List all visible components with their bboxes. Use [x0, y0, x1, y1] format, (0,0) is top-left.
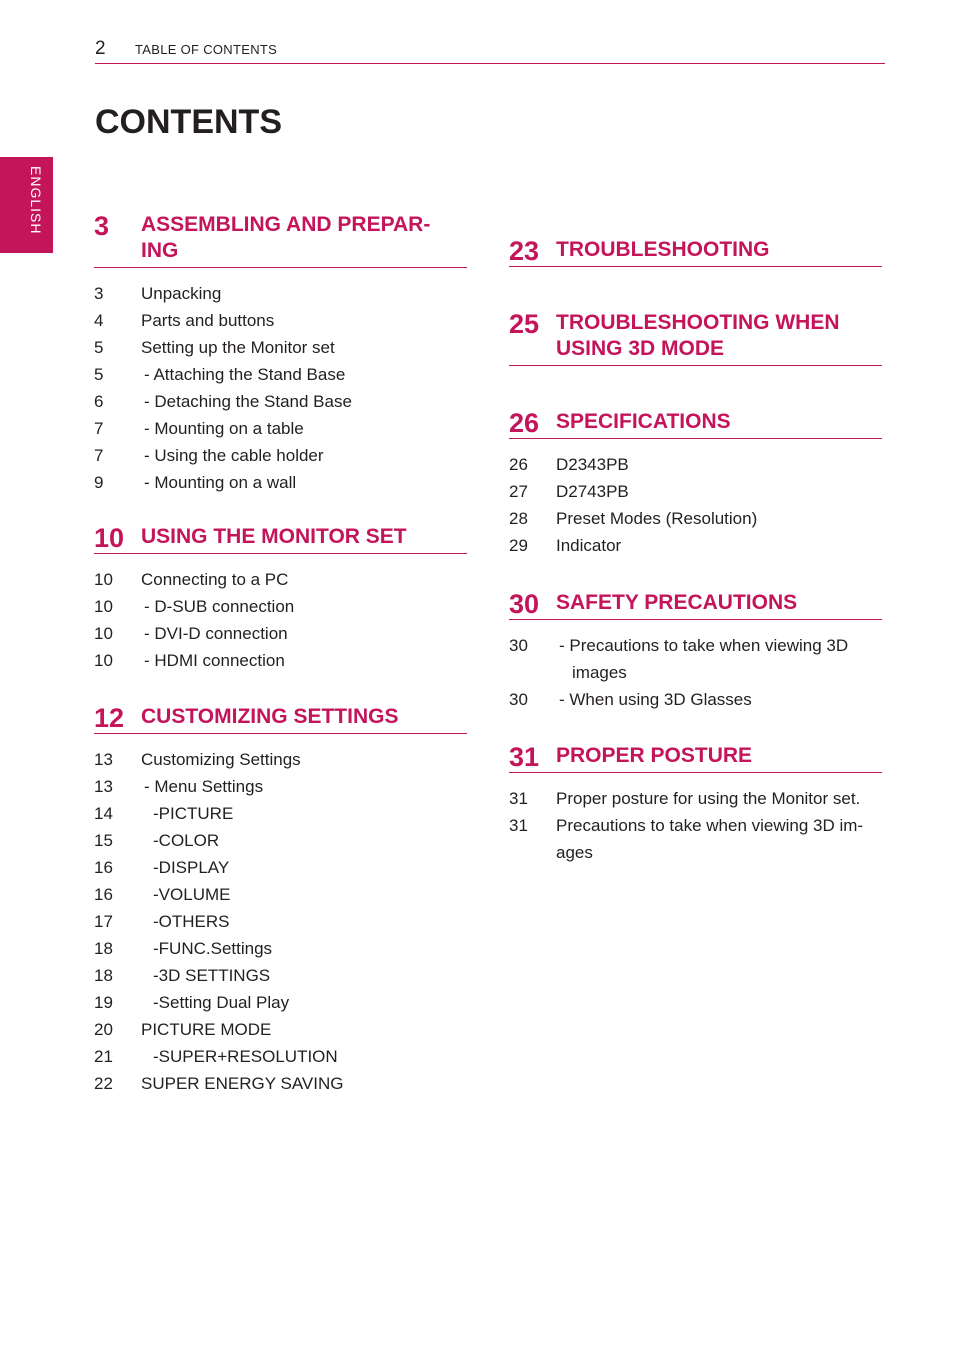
toc-entry[interactable] [509, 451, 882, 478]
section-page-number: 26 [509, 408, 540, 438]
section-heading[interactable] [94, 211, 467, 268]
section-page-number: 10 [94, 523, 125, 553]
entry-label: SUPER ENERGY SAVING [141, 1074, 344, 1093]
toc-entry[interactable] [509, 532, 882, 559]
entry-page-number: 10 [94, 651, 113, 670]
toc-section [509, 236, 882, 267]
section-page-number: 25 [509, 309, 540, 339]
entry-label: Preset Modes (Resolution) [556, 509, 758, 528]
toc-entry[interactable] [94, 593, 467, 620]
entry-label: - Setting Dual Play [153, 989, 467, 1016]
section-page-number: 12 [94, 703, 125, 733]
entry-page-number: 31 [509, 816, 528, 835]
toc-entry[interactable] [94, 746, 467, 773]
entry-label: Customizing Settings [141, 750, 301, 769]
entry-label: - Attaching the Stand Base [144, 361, 467, 388]
entry-list [94, 746, 467, 1097]
toc-section [509, 408, 882, 559]
entry-label: - VOLUME [153, 881, 467, 908]
toc-entry[interactable] [94, 334, 467, 361]
entry-page-number: 30 [509, 636, 528, 655]
entry-list [509, 451, 882, 559]
toc-section [509, 309, 882, 366]
entry-page-number: 10 [94, 570, 113, 589]
entry-page-number: 9 [94, 473, 104, 492]
entry-label: PICTURE MODE [141, 1020, 272, 1039]
entry-label: D2743PB [556, 482, 629, 501]
entry-label: D2343PB [556, 455, 629, 474]
entry-page-number: 5 [94, 338, 104, 357]
toc-section [509, 742, 882, 866]
toc-entry[interactable] [509, 505, 882, 532]
section-page-number: 30 [509, 589, 540, 619]
section-page-number: 3 [94, 211, 110, 241]
entry-page-number: 13 [94, 777, 113, 796]
entry-page-number: 10 [94, 624, 113, 643]
entry-page-number: 28 [509, 509, 528, 528]
toc-entry[interactable] [94, 962, 467, 989]
toc-entry[interactable] [94, 800, 467, 827]
section-title: CUSTOMIZING SETTINGS [141, 705, 399, 728]
entry-list [509, 632, 882, 713]
toc-entry[interactable] [94, 1070, 467, 1097]
section-heading[interactable] [94, 703, 467, 734]
toc-entry[interactable] [509, 686, 882, 713]
entry-label: - Detaching the Stand Base [144, 388, 467, 415]
language-tab [0, 157, 53, 253]
toc-entry[interactable] [94, 935, 467, 962]
entry-page-number: 20 [94, 1020, 113, 1039]
section-title: SPECIFICATIONS [556, 410, 731, 433]
toc-entry[interactable] [94, 415, 467, 442]
section-page-number: 23 [509, 236, 540, 266]
entry-page-number: 18 [94, 966, 113, 985]
toc-entry[interactable] [94, 1016, 467, 1043]
toc-entry[interactable] [94, 1043, 467, 1070]
toc-entry[interactable] [94, 566, 467, 593]
page-header [95, 38, 885, 64]
toc-entry[interactable] [94, 854, 467, 881]
entry-page-number: 27 [509, 482, 528, 501]
entry-label: - DISPLAY [153, 854, 467, 881]
entry-label: - 3D SETTINGS [153, 962, 467, 989]
toc-entry[interactable] [94, 469, 467, 496]
toc-entry[interactable] [94, 307, 467, 334]
entry-page-number: 16 [94, 858, 113, 877]
entry-page-number: 22 [94, 1074, 113, 1093]
entry-label: - FUNC.Settings [153, 935, 467, 962]
entry-label: - COLOR [153, 827, 467, 854]
section-heading[interactable] [509, 236, 882, 267]
section-heading[interactable] [509, 408, 882, 439]
language-tab-label: ENGLISH [28, 166, 44, 235]
toc-section [509, 589, 882, 713]
entry-page-number: 26 [509, 455, 528, 474]
section-heading[interactable] [509, 589, 882, 620]
toc-entry[interactable] [509, 785, 882, 812]
section-title: SAFETY PRECAUTIONS [556, 591, 798, 614]
toc-entry[interactable] [509, 478, 882, 505]
entry-list [509, 785, 882, 866]
entry-page-number: 14 [94, 804, 113, 823]
entry-label: - SUPER+RESOLUTION [153, 1043, 467, 1070]
page-title: CONTENTS [95, 103, 282, 141]
entry-list [94, 566, 467, 674]
entry-label: - HDMI connection [144, 647, 467, 674]
entry-page-number: 18 [94, 939, 113, 958]
entry-page-number: 7 [94, 446, 104, 465]
entry-page-number: 19 [94, 993, 113, 1012]
toc-entry[interactable] [94, 280, 467, 307]
toc-section [94, 523, 467, 674]
entry-label: - Mounting on a wall [144, 469, 467, 496]
toc-entry[interactable] [94, 442, 467, 469]
section-title: USING THE MONITOR SET [141, 525, 407, 548]
toc-section [94, 211, 467, 496]
running-title: TABLE OF CONTENTS [135, 42, 278, 57]
toc-entry[interactable] [94, 908, 467, 935]
entry-page-number: 6 [94, 392, 104, 411]
section-heading[interactable] [509, 742, 882, 773]
toc-entry[interactable] [94, 773, 467, 800]
entry-label: - Menu Settings [144, 773, 467, 800]
entry-label: Parts and buttons [141, 311, 275, 330]
entry-list [94, 280, 467, 496]
section-title: TROUBLESHOOTING WHEN USING 3D MODE [556, 311, 840, 360]
entry-page-number: 31 [509, 789, 528, 808]
section-title: ASSEMBLING AND PREPAR- ING [141, 213, 431, 262]
entry-page-number: 3 [94, 284, 104, 303]
entry-label: - Mounting on a table [144, 415, 467, 442]
entry-page-number: 13 [94, 750, 113, 769]
toc-entry[interactable] [94, 881, 467, 908]
toc-entry[interactable] [509, 812, 882, 866]
entry-label: Unpacking [141, 284, 222, 303]
entry-label: Indicator [556, 536, 622, 555]
section-heading[interactable] [509, 309, 882, 366]
toc-entry[interactable] [94, 647, 467, 674]
entry-page-number: 5 [94, 365, 104, 384]
page-number: 2 [95, 38, 106, 59]
entry-label: Precautions to take when viewing 3D im- ages [556, 816, 864, 862]
entry-label: Proper posture for using the Monitor set. [556, 789, 861, 808]
toc-entry[interactable] [509, 632, 882, 686]
section-title: PROPER POSTURE [556, 744, 753, 767]
entry-page-number: 7 [94, 419, 104, 438]
entry-label: - D-SUB connection [144, 593, 467, 620]
toc-section [94, 703, 467, 1097]
section-title: TROUBLESHOOTING [556, 238, 770, 261]
toc-entry[interactable] [94, 361, 467, 388]
entry-label: Connecting to a PC [141, 570, 289, 589]
toc-entry[interactable] [94, 620, 467, 647]
toc-entry[interactable] [94, 989, 467, 1016]
entry-page-number: 17 [94, 912, 113, 931]
entry-page-number: 21 [94, 1047, 113, 1066]
entry-label: - Precautions to take when viewing 3D images [559, 632, 882, 686]
entry-label: - DVI-D connection [144, 620, 467, 647]
entry-page-number: 4 [94, 311, 104, 330]
toc-entry[interactable] [94, 827, 467, 854]
entry-page-number: 10 [94, 597, 113, 616]
entry-page-number: 15 [94, 831, 113, 850]
entry-page-number: 29 [509, 536, 528, 555]
entry-label: - OTHERS [153, 908, 467, 935]
entry-page-number: 30 [509, 690, 528, 709]
entry-label: - Using the cable holder [144, 442, 467, 469]
section-heading[interactable] [94, 523, 467, 554]
toc-entry[interactable] [94, 388, 467, 415]
section-page-number: 31 [509, 742, 540, 772]
entry-page-number: 16 [94, 885, 113, 904]
entry-label: Setting up the Monitor set [141, 338, 335, 357]
entry-label: - When using 3D Glasses [559, 686, 882, 713]
entry-label: - PICTURE [153, 800, 467, 827]
